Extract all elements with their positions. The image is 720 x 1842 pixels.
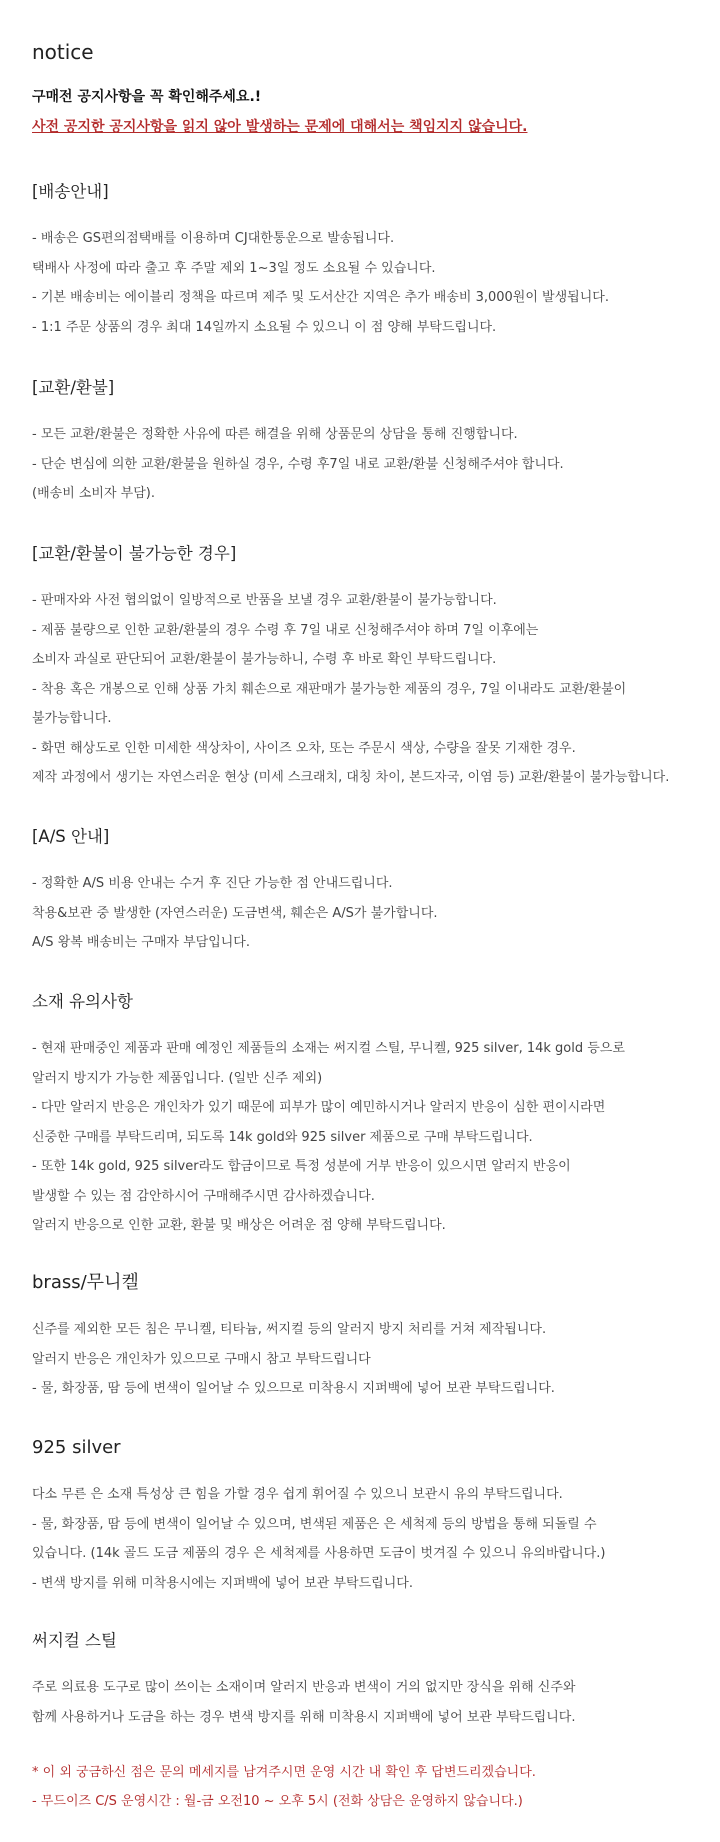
section-line: 알러지 반응은 개인차가 있으므로 구매시 참고 부탁드립니다: [32, 1351, 371, 1367]
section-silver: [32, 1436, 688, 1598]
section-line: - 화면 해상도로 인한 미세한 색상차이, 사이즈 오차, 또는 주문시 색상, 수량을 잘못 기재한 경우.: [32, 740, 576, 756]
section-title: [교환/환불]: [32, 378, 115, 397]
section-line: - 배송은 GS편의점택배를 이용하며 CJ대한통운으로 발송됩니다.: [32, 231, 395, 246]
footer-note: * 이 외 궁금하신 점은 문의 메세지를 남겨주시면 운영 시간 내 확인 후 답변드리겠습니다.: [32, 1765, 536, 1780]
section-title: 써지컬 스틸: [32, 1631, 117, 1650]
section-after-service: [32, 825, 688, 958]
section-line: - 판매자와 사전 협의없이 일방적으로 반품을 보낼 경우 교환/환불이 불가능합니다.: [32, 593, 497, 608]
section-title: [교환/환불이 불가능한 경우]: [32, 544, 237, 563]
section-brass: [32, 1271, 688, 1404]
section-line: - 물, 화장품, 땀 등에 변색이 일어날 수 있으므로 미착용시 지퍼백에 넣어 보관 부탁드립니다.: [32, 1381, 555, 1396]
intro-text: 구매전 공지사항을 꼭 확인해주세요.!: [32, 89, 262, 105]
section-line: 제작 과정에서 생기는 자연스러운 현상 (미세 스크래치, 대칭 차이, 본드자국, 이염 등) 교환/환불이 불가능합니다.: [32, 770, 670, 785]
section-line: - 제품 불량으로 인한 교환/환불의 경우 수령 후 7일 내로 신청해주셔야 하며 7일 이후에는: [32, 622, 539, 638]
section-line: 다소 무른 은 소재 특성상 큰 힘을 가할 경우 쉽게 휘어질 수 있으니 보관시 유의 부탁드립니다.: [32, 1487, 563, 1502]
section-non-refundable: [32, 542, 688, 793]
section-line: 소비자 과실로 판단되어 교환/환불이 불가능하니, 수령 후 바로 확인 부탁드립니다.: [32, 652, 497, 667]
section-line: 택배사 사정에 따라 출고 후 주말 제외 1~3일 정도 소요될 수 있습니다.: [32, 260, 436, 276]
section-line: 신중한 구매를 부탁드리며, 되도록 14k gold와 925 silver 제품으로 구매 부탁드립니다.: [32, 1129, 533, 1145]
section-line: 알러지 방지가 가능한 제품입니다. (일반 신주 제외): [32, 1070, 323, 1086]
section-line: - 모든 교환/환불은 정확한 사유에 따른 해결을 위해 상품문의 상담을 통해 진행합니다.: [32, 427, 518, 442]
section-line: 불가능합니다.: [32, 711, 112, 726]
section-material-notes: [32, 990, 688, 1241]
section-line: (배송비 소비자 부담).: [32, 486, 156, 501]
section-title: 소재 유의사항: [32, 992, 133, 1011]
section-line: - 기본 배송비는 에이블리 정책을 따르며 제주 및 도서산간 지역은 추가 배송비 3,000원이 발생됩니다.: [32, 290, 609, 305]
section-line: - 현재 판매중인 제품과 판매 예정인 제품들의 소재는 써지컬 스틸, 무니켈, 925 silver, 14k gold 등으로: [32, 1041, 625, 1056]
section-line: - 착용 혹은 개봉으로 인해 상품 가치 훼손으로 재판매가 불가능한 제품의 경우, 7일 이내라도 교환/환불이: [32, 681, 627, 697]
disclaimer-warning: 사전 공지한 공지사항을 읽지 않아 발생하는 문제에 대해서는 책임지지 않습니다.: [32, 119, 528, 135]
section-line: - 또한 14k gold, 925 silver라도 합금이므로 특정 성분에 거부 반응이 있으시면 알러지 반응이: [32, 1159, 571, 1174]
section-exchange-refund: [32, 376, 688, 509]
section-line: - 다만 알러지 반응은 개인차가 있기 때문에 피부가 많이 예민하시거나 알러지 반응이 심한 편이시라면: [32, 1100, 606, 1115]
section-title: brass/무니켈: [32, 1272, 139, 1293]
section-title: 925 silver: [32, 1437, 121, 1458]
section-surgical-steel: [32, 1629, 688, 1732]
section-line: - 변색 방지를 위해 미착용시에는 지퍼백에 넣어 보관 부탁드립니다.: [32, 1575, 413, 1591]
section-line: - 1:1 주문 상품의 경우 최대 14일까지 소요될 수 있으니 이 점 양해 부탁드립니다.: [32, 319, 497, 335]
page-title: notice: [32, 40, 94, 64]
section-line: A/S 왕복 배송비는 구매자 부담입니다.: [32, 935, 250, 950]
section-line: 발생할 수 있는 점 감안하시어 구매해주시면 감사하겠습니다.: [32, 1188, 375, 1204]
section-line: 착용&보관 중 발생한 (자연스러운) 도금변색, 훼손은 A/S가 불가합니다.: [32, 905, 438, 921]
cs-hours: - 무드이즈 C/S 운영시간 : 월-금 오전10 ~ 오후 5시 (전화 상담은 운영하지 않습니다.): [32, 1794, 523, 1809]
section-line: - 정확한 A/S 비용 안내는 수거 후 진단 가능한 점 안내드립니다.: [32, 876, 393, 891]
section-line: - 물, 화장품, 땀 등에 변색이 일어날 수 있으며, 변색된 제품은 은 세척제 등의 방법을 통해 되돌릴 수: [32, 1516, 597, 1532]
section-line: 주로 의료용 도구로 많이 쓰이는 소재이며 알러지 반응과 변색이 거의 없지만 장식을 위해 신주와: [32, 1680, 576, 1695]
section-title: [A/S 안내]: [32, 827, 110, 846]
section-line: 신주를 제외한 모든 침은 무니켈, 티타늄, 써지컬 등의 알러지 방지 처리를 거쳐 제작됩니다.: [32, 1322, 547, 1337]
section-line: 함께 사용하거나 도금을 하는 경우 변색 방지를 위해 미착용시 지퍼백에 넣어 보관 부탁드립니다.: [32, 1709, 576, 1725]
section-title: [배송안내]: [32, 182, 109, 201]
section-shipping: [32, 180, 688, 342]
section-line: 있습니다. (14k 골드 도금 제품의 경우 은 세척제를 사용하면 도금이 벗겨질 수 있으니 유의바랍니다.): [32, 1546, 606, 1561]
footer-contact: [32, 1758, 688, 1816]
section-line: 알러지 반응으로 인한 교환, 환불 및 배상은 어려운 점 양해 부탁드립니다.: [32, 1218, 446, 1233]
section-line: - 단순 변심에 의한 교환/환불을 원하실 경우, 수령 후7일 내로 교환/환불 신청해주셔야 합니다.: [32, 456, 564, 472]
